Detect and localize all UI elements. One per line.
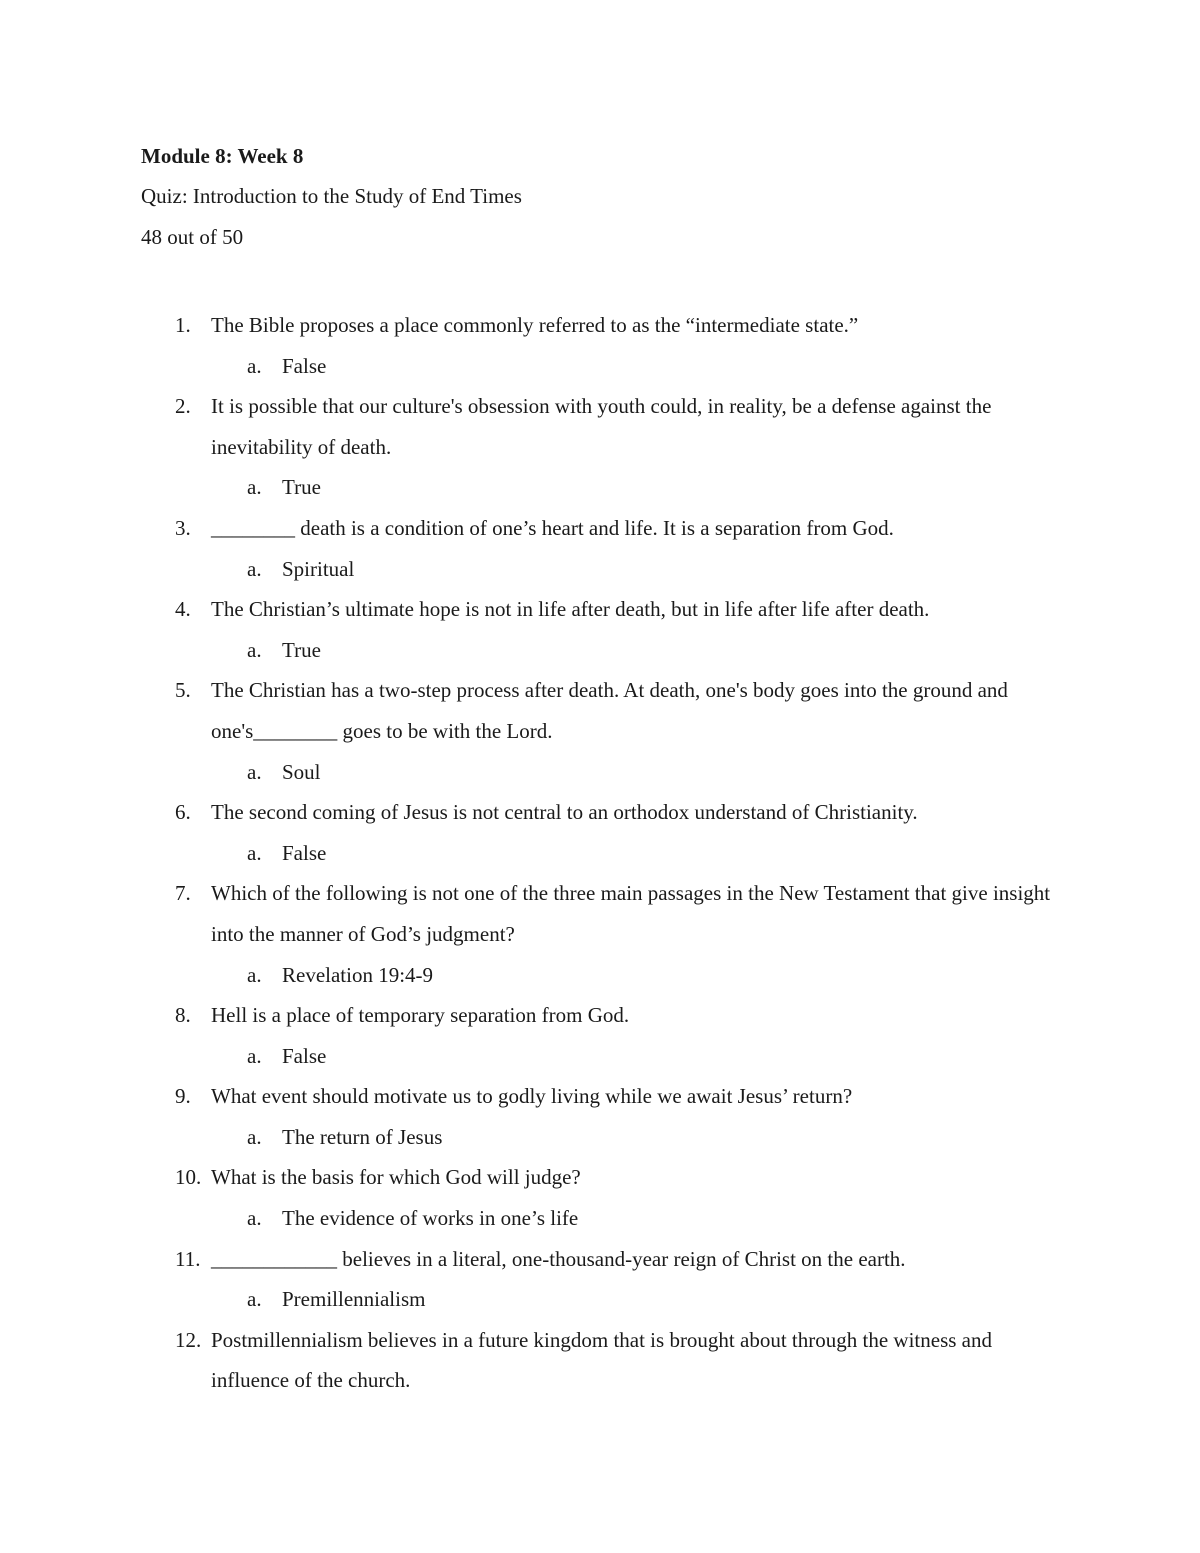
question-number: 10. (175, 1165, 202, 1190)
quiz-title: Quiz: Introduction to the Study of End Times (141, 184, 522, 208)
question-number: 5. (175, 678, 191, 703)
question-row (0, 1076, 1200, 1117)
question-number: 8. (175, 1003, 191, 1028)
question-number: 3. (175, 515, 191, 540)
question-text: The Christian has a two-step process after death. At death, one's body goes into the ground and one's________ goes to be with the Lord. (211, 678, 1008, 743)
question-row (0, 1320, 1200, 1401)
answer-text: True (282, 475, 321, 500)
question-row (0, 305, 1200, 346)
question-text: Which of the following is not one of the three main passages in the New Testament that give insight into the manner of God’s judgment? (211, 881, 1051, 946)
answer-letter: a. (247, 556, 262, 581)
question-text: What event should motivate us to godly living while we await Jesus’ return? (211, 1084, 853, 1109)
question-item (0, 1320, 1200, 1401)
answer-row (0, 1036, 1200, 1077)
question-number: 1. (175, 313, 191, 337)
answer-letter: a. (247, 1206, 262, 1231)
question-item (0, 1157, 1200, 1238)
question-row (0, 792, 1200, 833)
question-number: 9. (175, 1084, 191, 1109)
question-number: 2. (175, 394, 191, 419)
answer-text: False (282, 353, 327, 378)
question-text: The Christian’s ultimate hope is not in life after death, but in life after life after death. (211, 597, 930, 622)
question-item (0, 386, 1200, 508)
question-row (0, 670, 1200, 751)
question-text: ____________ believes in a literal, one-thousand-year reign of Christ on the earth. (211, 1246, 906, 1271)
answer-row (0, 549, 1200, 590)
answer-text: Soul (282, 759, 321, 784)
question-number: 6. (175, 800, 191, 825)
question-text: Postmillennialism believes in a future kingdom that is brought about through the witness and influence of the church. (211, 1327, 992, 1393)
question-item (0, 670, 1200, 792)
page-title: Module 8: Week 8 (141, 144, 304, 168)
answer-row (0, 752, 1200, 793)
question-number: 11. (175, 1246, 201, 1271)
answer-letter: a. (247, 637, 262, 662)
answer-row (0, 346, 1200, 387)
answer-text: The evidence of works in one’s life (282, 1206, 579, 1231)
question-text: The Bible proposes a place commonly referred to as the “intermediate state.” (211, 313, 859, 337)
question-text: Hell is a place of temporary separation from God. (211, 1003, 630, 1028)
answer-text: The return of Jesus (282, 1124, 443, 1149)
answer-letter: a. (247, 1043, 262, 1068)
question-text: It is possible that our culture's obsession with youth could, in reality, be a defense against the inevitability of death. (211, 394, 992, 459)
question-row (0, 508, 1200, 549)
question-row (0, 1157, 1200, 1198)
answer-row (0, 1117, 1200, 1158)
answer-row (0, 1279, 1200, 1320)
answer-text: Revelation 19:4-9 (282, 962, 434, 987)
question-number: 7. (175, 881, 191, 906)
question-item (0, 995, 1200, 1076)
question-text: What is the basis for which God will judge? (211, 1165, 581, 1190)
question-text: The second coming of Jesus is not central to an orthodox understand of Christianity. (211, 800, 918, 825)
answer-row (0, 955, 1200, 996)
question-row (0, 386, 1200, 467)
answer-letter: a. (247, 353, 262, 378)
question-row (0, 1239, 1200, 1280)
question-list (0, 305, 1200, 1401)
answer-letter: a. (247, 475, 262, 500)
question-item (0, 508, 1200, 589)
question-item (0, 873, 1200, 995)
question-item (0, 792, 1200, 873)
question-item (0, 305, 1200, 386)
question-number: 12. (175, 1327, 202, 1352)
question-row (0, 995, 1200, 1036)
answer-text: Spiritual (282, 556, 355, 581)
quiz-score: 48 out of 50 (141, 225, 244, 249)
question-row (0, 873, 1200, 954)
answer-letter: a. (247, 1124, 262, 1149)
question-text: ________ death is a condition of one’s heart and life. It is a separation from God. (211, 515, 894, 540)
answer-text: True (282, 637, 321, 662)
question-item (0, 589, 1200, 670)
answer-letter: a. (247, 759, 262, 784)
question-item (0, 1239, 1200, 1320)
answer-row (0, 1198, 1200, 1239)
answer-letter: a. (247, 840, 262, 865)
answer-row (0, 833, 1200, 874)
question-number: 4. (175, 597, 191, 622)
answer-row (0, 630, 1200, 671)
answer-letter: a. (247, 962, 262, 987)
answer-letter: a. (247, 1287, 262, 1312)
answer-row (0, 467, 1200, 508)
answer-text: False (282, 840, 327, 865)
answer-text: False (282, 1043, 327, 1068)
question-item (0, 1076, 1200, 1157)
answer-text: Premillennialism (282, 1287, 426, 1312)
question-row (0, 589, 1200, 630)
